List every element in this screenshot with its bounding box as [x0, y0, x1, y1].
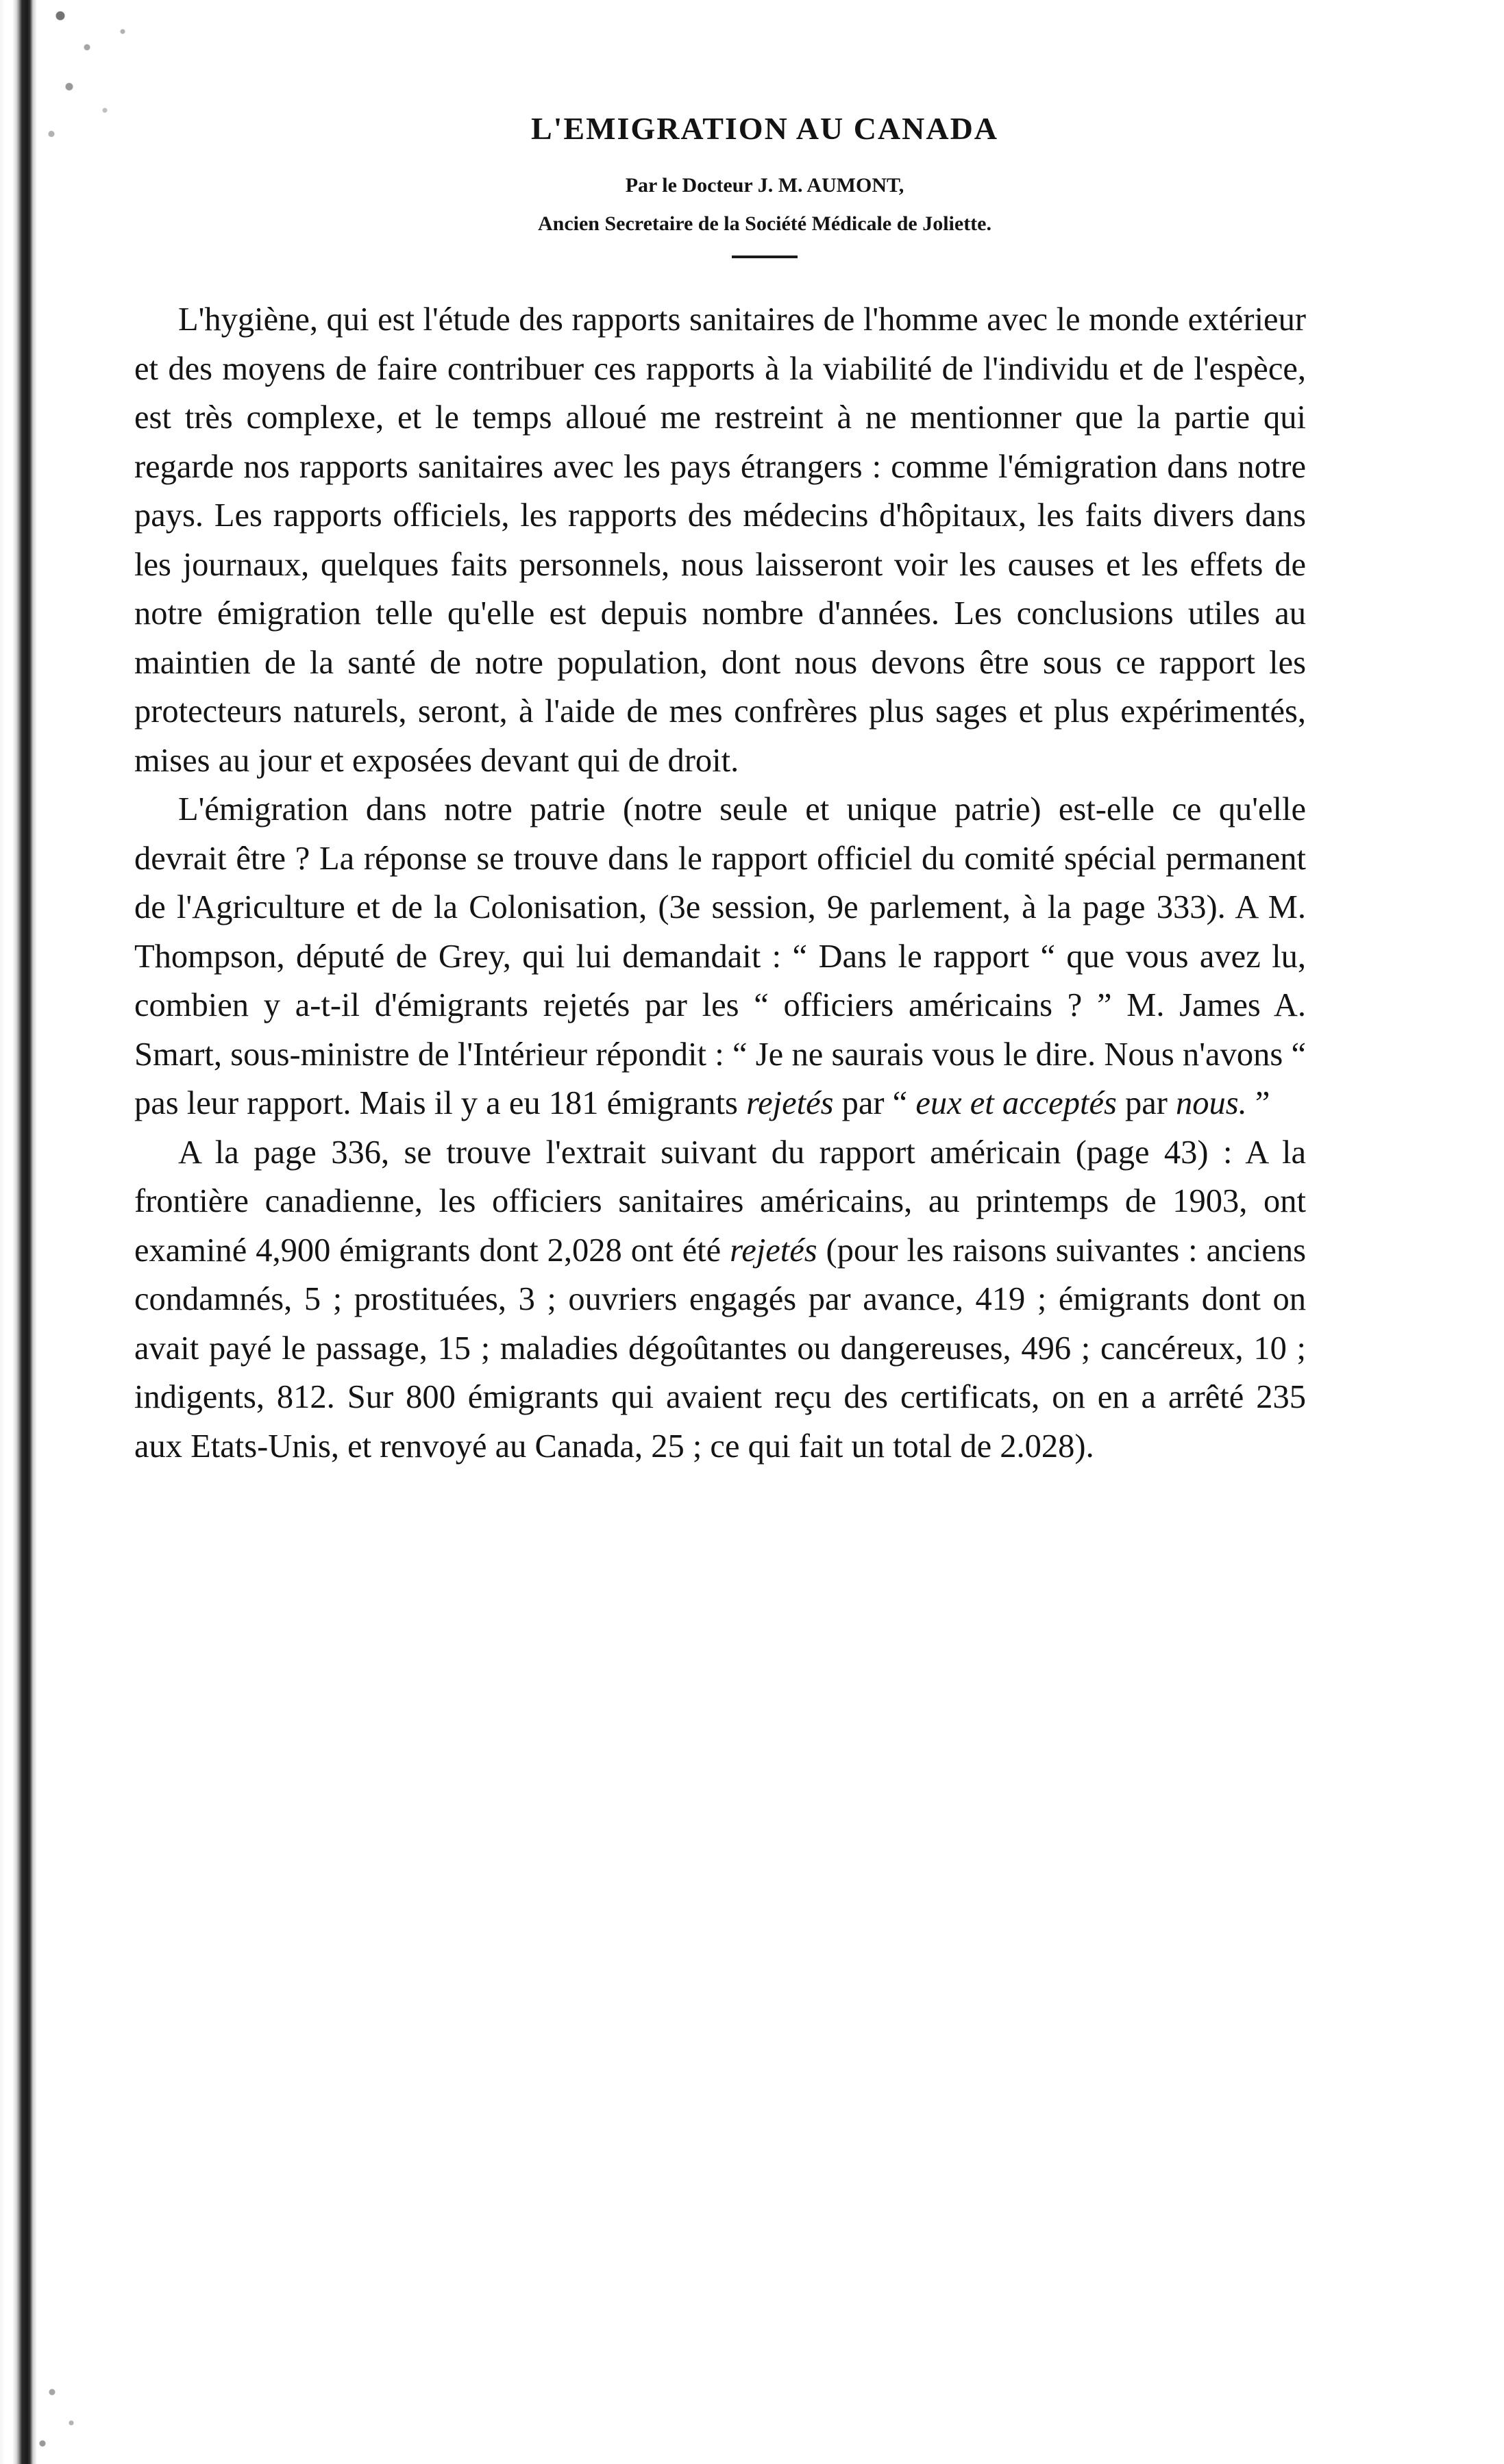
- title-rule: [732, 256, 798, 258]
- author-affiliation: Ancien Secretaire de la Société Médicale de Joliette.: [537, 212, 991, 236]
- paragraph-2-italic-rejetes: rejetés: [746, 1085, 834, 1122]
- scan-noise-bottom: [14, 2361, 110, 2464]
- paragraph-2-text-a: L'émigration dans notre patrie (notre seule et unique patrie) est-elle ce qu'elle devrait être ? La réponse se trouve dans le rapport officiel du comité spécial permanent de l'Agriculture et de la Colonisation, (3e session, 9e parlement, à la page 333). A M. Thompson, député de Grey, qui lui demandait : “ Dans le rapport “ que vous avez lu, combien y a-t-il d'émigrants rejetés par les “ officiers américains ? ” M. James A. Smart, sous-ministre de l'Intérieur répondit : “ Je ne saurais vous le dire. Nous n'avons “ pas leur rapport. Mais il y a eu 181 émigrants: [134, 791, 1306, 1122]
- paragraph-1: [134, 295, 1306, 785]
- paragraph-2-text-b: par “: [833, 1085, 916, 1122]
- article-title: L'EMIGRATION AU CANADA: [530, 111, 999, 146]
- paragraph-1-text: L'hygiène, qui est l'étude des rapports sanitaires de l'homme avec le monde extérieur et des moyens de faire contribuer ces rapports à la viabilité de l'individu et de l'espèce, est très complexe, et le temps alloué me restreint à ne mentionner que la partie qui regarde nos rapports sanitaires avec les pays étrangers : comme l'émigration dans notre pays. Les rapports officiels, les rapports des médecins d'hôpitaux, les faits divers dans les journaux, quelques faits personnels, nous laisseront voir les causes et les effets de notre émigration telle qu'elle est depuis nombre d'années. Les conclusions utiles au maintien de la santé de notre population, dont nous devons être sous ce rapport les protecteurs naturels, seront, à l'aide de mes confrères plus sages et plus expérimentés, mises au jour et exposées devant qui de droit.: [134, 301, 1306, 779]
- article-author: Par le Docteur J. M. AUMONT,: [625, 174, 904, 197]
- paragraph-2-text-c: par: [1116, 1085, 1176, 1122]
- paragraph-3-text-b: (pour les raisons suivantes : anciens condamnés, 5 ; prostituées, 3 ; ouvriers engagés par avance, 419 ; émigrants dont on avait payé le passage, 15 ; maladies dégoûtantes ou dangereuses, 496 ; cancéreux, 10 ; indigents, 812. Sur 800 émigrants qui avaient reçu des certificats, on en a arrêté 235 aux Etats-Unis, et renvoyé au Canada, 25 ; ce qui fait un total de 2.028).: [134, 1232, 1307, 1465]
- paragraph-3: [134, 1128, 1306, 1471]
- paragraph-3-text-a: A la page 336, se trouve l'extrait suivant du rapport américain (page 43) : A la frontière canadienne, les officiers sanitaires américains, au printemps de 1903, ont examiné 4,900 émigrants dont 2,028 ont été: [134, 1134, 1306, 1269]
- paragraph-3-italic-rejetes: rejetés: [730, 1232, 817, 1269]
- paragraph-2: [134, 785, 1306, 1128]
- document-page: [134, 110, 1306, 1471]
- paragraph-2-text-d: ”: [1246, 1085, 1270, 1122]
- article-body: [134, 295, 1306, 1471]
- paragraph-2-italic-eux-acceptes: eux et acceptés: [915, 1085, 1117, 1122]
- paragraph-2-italic-nous: nous.: [1176, 1085, 1247, 1122]
- binding-edge: [0, 0, 40, 2464]
